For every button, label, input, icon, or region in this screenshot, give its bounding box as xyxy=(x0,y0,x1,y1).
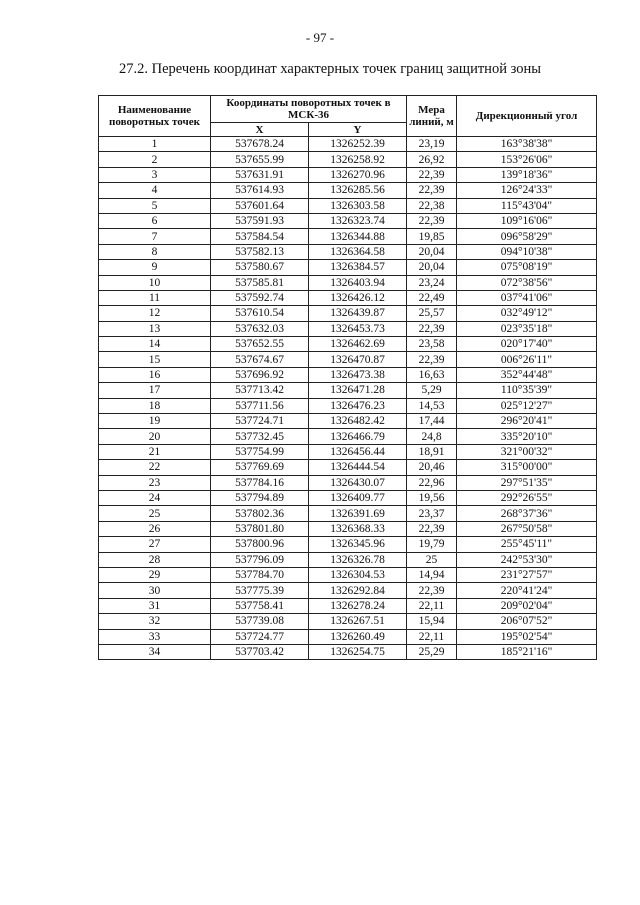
cell-x: 537592.74 xyxy=(211,290,309,305)
cell-x: 537758.41 xyxy=(211,598,309,613)
cell-direction-angle: 195°02'54" xyxy=(457,629,597,644)
cell-line-measure: 25,29 xyxy=(407,644,457,659)
cell-x: 537678.24 xyxy=(211,137,309,152)
cell-x: 537601.64 xyxy=(211,198,309,213)
cell-line-measure: 22,39 xyxy=(407,321,457,336)
table-row xyxy=(99,629,597,644)
cell-y: 1326326.78 xyxy=(309,552,407,567)
cell-y: 1326403.94 xyxy=(309,275,407,290)
cell-point-number: 4 xyxy=(99,183,211,198)
table-row xyxy=(99,537,597,552)
cell-point-number: 5 xyxy=(99,198,211,213)
cell-point-number: 10 xyxy=(99,275,211,290)
cell-direction-angle: 006°26'11" xyxy=(457,352,597,367)
cell-point-number: 16 xyxy=(99,367,211,382)
cell-line-measure: 18,91 xyxy=(407,444,457,459)
cell-point-number: 3 xyxy=(99,167,211,182)
cell-direction-angle: 242°53'30" xyxy=(457,552,597,567)
table-row xyxy=(99,583,597,598)
cell-y: 1326444.54 xyxy=(309,460,407,475)
cell-y: 1326473.38 xyxy=(309,367,407,382)
table-row xyxy=(99,137,597,152)
cell-x: 537796.09 xyxy=(211,552,309,567)
cell-point-number: 20 xyxy=(99,429,211,444)
table-row xyxy=(99,614,597,629)
cell-x: 537610.54 xyxy=(211,306,309,321)
cell-line-measure: 19,56 xyxy=(407,490,457,505)
cell-point-number: 26 xyxy=(99,521,211,536)
table-row xyxy=(99,460,597,475)
cell-y: 1326470.87 xyxy=(309,352,407,367)
cell-x: 537632.03 xyxy=(211,321,309,336)
cell-line-measure: 23,58 xyxy=(407,337,457,352)
cell-point-number: 24 xyxy=(99,490,211,505)
cell-line-measure: 20,46 xyxy=(407,460,457,475)
cell-y: 1326364.58 xyxy=(309,244,407,259)
table-row xyxy=(99,352,597,367)
cell-x: 537584.54 xyxy=(211,229,309,244)
cell-line-measure: 14,94 xyxy=(407,567,457,582)
cell-point-number: 31 xyxy=(99,598,211,613)
cell-y: 1326252.39 xyxy=(309,137,407,152)
cell-y: 1326482.42 xyxy=(309,414,407,429)
cell-line-measure: 22,49 xyxy=(407,290,457,305)
table-row xyxy=(99,398,597,413)
cell-y: 1326285.56 xyxy=(309,183,407,198)
cell-y: 1326344.88 xyxy=(309,229,407,244)
cell-line-measure: 22,38 xyxy=(407,198,457,213)
cell-x: 537655.99 xyxy=(211,152,309,167)
header-line-measure: Мера линий, м xyxy=(407,96,457,137)
header-direction-angle: Дирекционный угол xyxy=(457,96,597,137)
cell-point-number: 25 xyxy=(99,506,211,521)
table-row xyxy=(99,383,597,398)
cell-direction-angle: 037°41'06" xyxy=(457,290,597,305)
cell-point-number: 33 xyxy=(99,629,211,644)
cell-x: 537585.81 xyxy=(211,275,309,290)
table-row xyxy=(99,475,597,490)
cell-direction-angle: 292°26'55" xyxy=(457,490,597,505)
cell-direction-angle: 109°16'06" xyxy=(457,213,597,228)
cell-direction-angle: 020°17'40" xyxy=(457,337,597,352)
cell-point-number: 32 xyxy=(99,614,211,629)
cell-point-number: 23 xyxy=(99,475,211,490)
cell-point-number: 7 xyxy=(99,229,211,244)
cell-point-number: 14 xyxy=(99,337,211,352)
cell-direction-angle: 075°08'19" xyxy=(457,260,597,275)
cell-line-measure: 23,24 xyxy=(407,275,457,290)
cell-point-number: 27 xyxy=(99,537,211,552)
cell-y: 1326426.12 xyxy=(309,290,407,305)
cell-y: 1326270.96 xyxy=(309,167,407,182)
cell-direction-angle: 094°10'38" xyxy=(457,244,597,259)
cell-direction-angle: 220°41'24" xyxy=(457,583,597,598)
cell-direction-angle: 209°02'04" xyxy=(457,598,597,613)
cell-point-number: 6 xyxy=(99,213,211,228)
cell-y: 1326471.28 xyxy=(309,383,407,398)
cell-line-measure: 14,53 xyxy=(407,398,457,413)
cell-point-number: 9 xyxy=(99,260,211,275)
cell-point-number: 13 xyxy=(99,321,211,336)
table-row xyxy=(99,244,597,259)
cell-direction-angle: 032°49'12" xyxy=(457,306,597,321)
cell-x: 537754.99 xyxy=(211,444,309,459)
cell-line-measure: 22,96 xyxy=(407,475,457,490)
table-row xyxy=(99,167,597,182)
cell-direction-angle: 110°35'39" xyxy=(457,383,597,398)
cell-line-measure: 24,8 xyxy=(407,429,457,444)
cell-y: 1326462.69 xyxy=(309,337,407,352)
cell-line-measure: 25 xyxy=(407,552,457,567)
table-header-row xyxy=(99,96,597,123)
table-row xyxy=(99,213,597,228)
cell-direction-angle: 163°38'38" xyxy=(457,137,597,152)
table-row xyxy=(99,337,597,352)
cell-direction-angle: 297°51'35" xyxy=(457,475,597,490)
table-row xyxy=(99,367,597,382)
cell-point-number: 12 xyxy=(99,306,211,321)
header-y: Y xyxy=(309,123,407,137)
cell-direction-angle: 231°27'57" xyxy=(457,567,597,582)
cell-y: 1326323.74 xyxy=(309,213,407,228)
cell-x: 537775.39 xyxy=(211,583,309,598)
cell-point-number: 15 xyxy=(99,352,211,367)
cell-point-number: 8 xyxy=(99,244,211,259)
cell-y: 1326456.44 xyxy=(309,444,407,459)
cell-line-measure: 25,57 xyxy=(407,306,457,321)
cell-line-measure: 22,39 xyxy=(407,352,457,367)
cell-x: 537784.70 xyxy=(211,567,309,582)
cell-line-measure: 22,39 xyxy=(407,583,457,598)
cell-line-measure: 22,39 xyxy=(407,213,457,228)
table-row xyxy=(99,429,597,444)
cell-direction-angle: 206°07'52" xyxy=(457,614,597,629)
cell-y: 1326303.58 xyxy=(309,198,407,213)
table-row xyxy=(99,229,597,244)
cell-y: 1326278.24 xyxy=(309,598,407,613)
cell-line-measure: 20,04 xyxy=(407,260,457,275)
header-x: X xyxy=(211,123,309,137)
table-row xyxy=(99,552,597,567)
cell-y: 1326384.57 xyxy=(309,260,407,275)
cell-direction-angle: 335°20'10" xyxy=(457,429,597,444)
cell-y: 1326258.92 xyxy=(309,152,407,167)
cell-direction-angle: 296°20'41" xyxy=(457,414,597,429)
cell-line-measure: 22,39 xyxy=(407,183,457,198)
cell-line-measure: 26,92 xyxy=(407,152,457,167)
cell-line-measure: 23,19 xyxy=(407,137,457,152)
cell-direction-angle: 139°18'36" xyxy=(457,167,597,182)
cell-point-number: 19 xyxy=(99,414,211,429)
table-row xyxy=(99,306,597,321)
cell-line-measure: 22,39 xyxy=(407,167,457,182)
cell-direction-angle: 096°58'29" xyxy=(457,229,597,244)
cell-line-measure: 17,44 xyxy=(407,414,457,429)
cell-direction-angle: 267°50'58" xyxy=(457,521,597,536)
cell-point-number: 30 xyxy=(99,583,211,598)
cell-line-measure: 20,04 xyxy=(407,244,457,259)
cell-y: 1326260.49 xyxy=(309,629,407,644)
cell-direction-angle: 072°38'56" xyxy=(457,275,597,290)
table-row xyxy=(99,152,597,167)
cell-direction-angle: 185°21'16" xyxy=(457,644,597,659)
cell-y: 1326466.79 xyxy=(309,429,407,444)
table-row xyxy=(99,490,597,505)
cell-line-measure: 19,85 xyxy=(407,229,457,244)
cell-line-measure: 22,11 xyxy=(407,629,457,644)
table-row xyxy=(99,644,597,659)
cell-x: 537696.92 xyxy=(211,367,309,382)
page-number: - 97 - xyxy=(305,30,335,45)
cell-y: 1326439.87 xyxy=(309,306,407,321)
cell-direction-angle: 268°37'36" xyxy=(457,506,597,521)
cell-y: 1326292.84 xyxy=(309,583,407,598)
cell-line-measure: 23,37 xyxy=(407,506,457,521)
cell-line-measure: 5,29 xyxy=(407,383,457,398)
cell-point-number: 1 xyxy=(99,137,211,152)
cell-x: 537674.67 xyxy=(211,352,309,367)
cell-x: 537732.45 xyxy=(211,429,309,444)
cell-line-measure: 22,11 xyxy=(407,598,457,613)
cell-direction-angle: 023°35'18" xyxy=(457,321,597,336)
cell-x: 537631.91 xyxy=(211,167,309,182)
cell-line-measure: 16,63 xyxy=(407,367,457,382)
cell-point-number: 11 xyxy=(99,290,211,305)
cell-x: 537801.80 xyxy=(211,521,309,536)
cell-line-measure: 15,94 xyxy=(407,614,457,629)
cell-y: 1326409.77 xyxy=(309,490,407,505)
cell-point-number: 29 xyxy=(99,567,211,582)
cell-y: 1326345.96 xyxy=(309,537,407,552)
coordinates-table xyxy=(98,95,597,660)
cell-direction-angle: 153°26'06" xyxy=(457,152,597,167)
cell-x: 537713.42 xyxy=(211,383,309,398)
cell-point-number: 2 xyxy=(99,152,211,167)
cell-x: 537794.89 xyxy=(211,490,309,505)
cell-x: 537582.13 xyxy=(211,244,309,259)
cell-x: 537769.69 xyxy=(211,460,309,475)
cell-line-measure: 22,39 xyxy=(407,521,457,536)
cell-y: 1326453.73 xyxy=(309,321,407,336)
table-row xyxy=(99,598,597,613)
cell-direction-angle: 126°24'33" xyxy=(457,183,597,198)
cell-x: 537614.93 xyxy=(211,183,309,198)
cell-y: 1326430.07 xyxy=(309,475,407,490)
cell-x: 537580.67 xyxy=(211,260,309,275)
cell-point-number: 21 xyxy=(99,444,211,459)
cell-direction-angle: 321°00'32" xyxy=(457,444,597,459)
cell-direction-angle: 255°45'11" xyxy=(457,537,597,552)
cell-x: 537591.93 xyxy=(211,213,309,228)
cell-point-number: 17 xyxy=(99,383,211,398)
cell-line-measure: 19,79 xyxy=(407,537,457,552)
header-point-name: Наименование поворотных точек xyxy=(99,96,211,137)
cell-y: 1326476.23 xyxy=(309,398,407,413)
cell-y: 1326368.33 xyxy=(309,521,407,536)
cell-y: 1326267.51 xyxy=(309,614,407,629)
cell-direction-angle: 352°44'48" xyxy=(457,367,597,382)
cell-x: 537724.71 xyxy=(211,414,309,429)
cell-x: 537652.55 xyxy=(211,337,309,352)
cell-x: 537724.77 xyxy=(211,629,309,644)
cell-y: 1326304.53 xyxy=(309,567,407,582)
table-row xyxy=(99,275,597,290)
cell-y: 1326391.69 xyxy=(309,506,407,521)
table-row xyxy=(99,198,597,213)
cell-point-number: 18 xyxy=(99,398,211,413)
cell-point-number: 34 xyxy=(99,644,211,659)
cell-x: 537703.42 xyxy=(211,644,309,659)
cell-point-number: 22 xyxy=(99,460,211,475)
table-row xyxy=(99,567,597,582)
cell-point-number: 28 xyxy=(99,552,211,567)
table-row xyxy=(99,183,597,198)
cell-direction-angle: 315°00'00" xyxy=(457,460,597,475)
cell-y: 1326254.75 xyxy=(309,644,407,659)
table-row xyxy=(99,521,597,536)
cell-direction-angle: 025°12'27" xyxy=(457,398,597,413)
section-title: 27.2. Перечень координат характерных точек границ защитной зоны xyxy=(119,61,541,77)
table-body xyxy=(99,137,597,660)
table-row xyxy=(99,506,597,521)
cell-x: 537800.96 xyxy=(211,537,309,552)
cell-x: 537802.36 xyxy=(211,506,309,521)
table-row xyxy=(99,260,597,275)
cell-direction-angle: 115°43'04" xyxy=(457,198,597,213)
cell-x: 537784.16 xyxy=(211,475,309,490)
table-row xyxy=(99,414,597,429)
table-row xyxy=(99,444,597,459)
table-row xyxy=(99,321,597,336)
cell-x: 537739.08 xyxy=(211,614,309,629)
table-row xyxy=(99,290,597,305)
cell-x: 537711.56 xyxy=(211,398,309,413)
header-coordinates: Координаты поворотных точек в МСК-36 xyxy=(211,96,407,123)
